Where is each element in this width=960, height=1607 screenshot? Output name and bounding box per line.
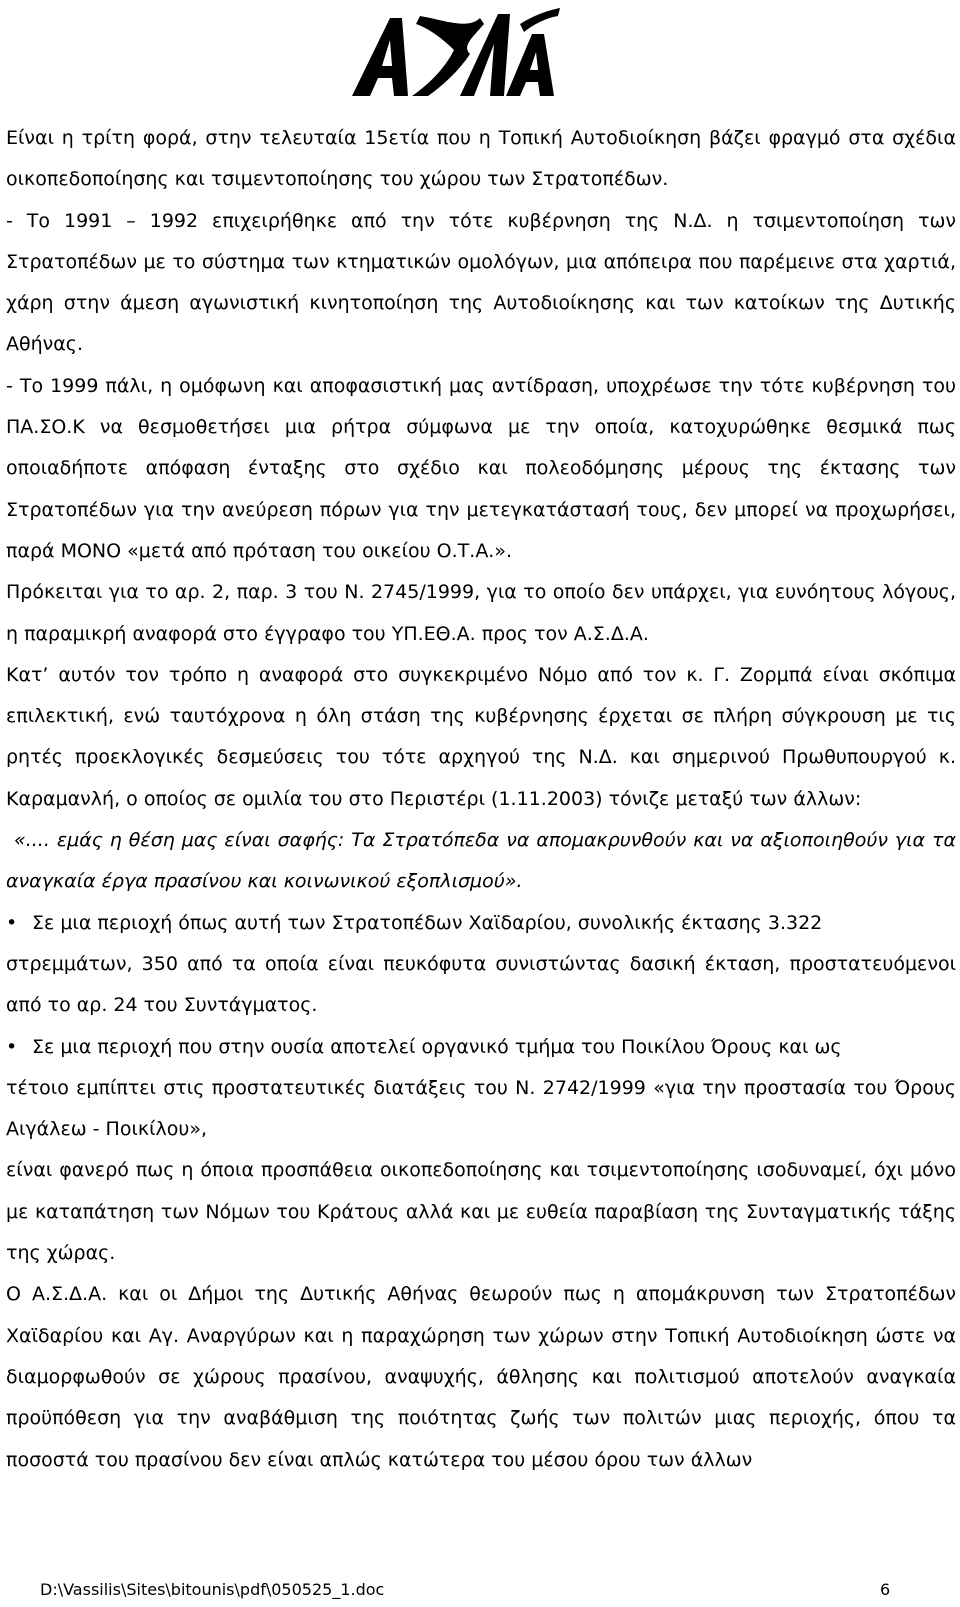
paragraph: Πρόκειται για το αρ. 2, παρ. 3 του Ν. 2745/1999, για το οποίο δεν υπάρχει, για ευνόητους λόγους, η παραμικρή αναφορά στο έγγραφο του ΥΠ.ΕΘ.Α. προς τον Α.Σ.Δ.Α. — [6, 581, 956, 645]
bullet-first-line: Σε μια περιοχή που στην ουσία αποτελεί οργανικό τμήμα του Ποικίλου Όρους και ως — [32, 1035, 842, 1058]
paragraph: είναι φανερό πως η όποια προσπάθεια οικοπεδοποίησης και τσιμεντοποίησης ισοδυναμεί, όχι μόνο με καταπάτηση των Νόμων του Κράτους αλλά και με ευθεία παραβίαση της Συνταγματικής τάξης της χώρας. — [6, 1159, 956, 1265]
bullet-continuation: στρεμμάτων, 350 από τα οποία είναι πευκόφυτα συνιστώντας δασική έκταση, προστατευόμενοι από το αρ. 24 του Συντάγματος. — [6, 952, 956, 1017]
paragraph: Ο Α.Σ.Δ.Α. και οι Δήμοι της Δυτικής Αθήνας θεωρούν πως η απομάκρυνση των Στρατοπέδων Χαϊδαρίου και Αγ. Αναργύρων και η παραχώρηση των χώρων στην Τοπική Αυτοδιοίκηση ώστε να διαμορφωθούν σε χώρους πρασίνου, αναψυχής, άθλησης και πολιτισμού αποτελούν αναγκαία προϋπόθεση για την αναβάθμιση της ποιότητας ζωής των πολιτών μιας περιοχής, όπου τα ποσοστά του πρασίνου δεν είναι απλώς κατώτερα του μέσου όρου των άλλων — [6, 1283, 956, 1471]
document-body — [6, 118, 956, 1481]
bullet-continuation: τέτοιο εμπίπτει στις προστατευτικές διατάξεις του Ν. 2742/1999 «για την προστασία του Όρους Αιγάλεω - Ποικίλου», — [6, 1076, 956, 1141]
bullet-marker: • — [6, 1035, 18, 1058]
bullet-marker: • — [6, 911, 18, 934]
paragraph: Κατ’ αυτόν τον τρόπο η αναφορά στο συγκεκριμένο Νόμο από τον κ. Γ. Ζορμπά είναι σκόπιμα επιλεκτική, ενώ ταυτόχρονα η όλη στάση της κυβέρνησης έρχεται σε πλήρη σύγκρουση με τις ρητές προεκλογικές δεσμεύσεις του τότε αρχηγού της Ν.Δ. και σημερινού Πρωθυπουργού κ. Καραμανλή, ο οποίος σε ομιλία του στο Περιστέρι (1.11.2003) τόνιζε μεταξύ των άλλων: — [6, 663, 956, 810]
bullet-item — [6, 1027, 956, 1151]
quote: «.... εμάς η θέση μας είναι σαφής: Τα Στρατόπεδα να απομακρυνθούν και να αξιοποιηθούν για τα αναγκαία έργα πρασίνου και κοινωνικού εξοπλισμού». — [6, 829, 956, 893]
paragraph: Είναι η τρίτη φορά, στην τελευταία 15ετία που η Τοπική Αυτοδιοίκηση βάζει φραγμό στα σχέδια οικοπεδοποίησης και τσιμεντοποίησης του χώρου των Στρατοπέδων. — [6, 127, 956, 191]
bullet-first-line: Σε μια περιοχή όπως αυτή των Στρατοπέδων Χαϊδαρίου, συνολικής έκτασης 3.322 — [32, 911, 823, 934]
footer-page-number: 6 — [880, 1580, 891, 1599]
paragraph: - Το 1999 πάλι, η ομόφωνη και αποφασιστική μας αντίδραση, υποχρέωσε την τότε κυβέρνηση του ΠΑ.ΣΟ.Κ να θεσμοθετήσει μια ρήτρα σύμφωνα με την οποία, κατοχυρώθηκε θεσμικά πως οποιαδήποτε απόφαση ένταξης στο σχέδιο και πολεοδόμησης μέρους της έκτασης των Στρατοπέδων για την ανεύρεση πόρων για την μετεγκατάστασή τους, δεν μπορεί να προχωρήσει, παρά ΜΟΝΟ «μετά από πρόταση του οικείου Ο.Τ.Α.». — [6, 374, 956, 562]
paragraph: - Το 1991 – 1992 επιχειρήθηκε από την τότε κυβέρνηση της Ν.Δ. η τσιμεντοποίηση των Στρατοπέδων με το σύστημα των κτηματικών ομολόγων, μια απόπειρα που παρέμεινε στα χαρτιά, χάρη στην άμεση αγωνιστική κινητοποίηση της Αυτοδιοίκησης και των κατοίκων της Δυτικής Αθήνας. — [6, 209, 956, 356]
footer-file-path: D:\Vassilis\Sites\bitounis\pdf\050525_1.doc — [40, 1580, 385, 1599]
asda-logo — [350, 4, 562, 100]
bullet-item — [6, 903, 956, 1027]
